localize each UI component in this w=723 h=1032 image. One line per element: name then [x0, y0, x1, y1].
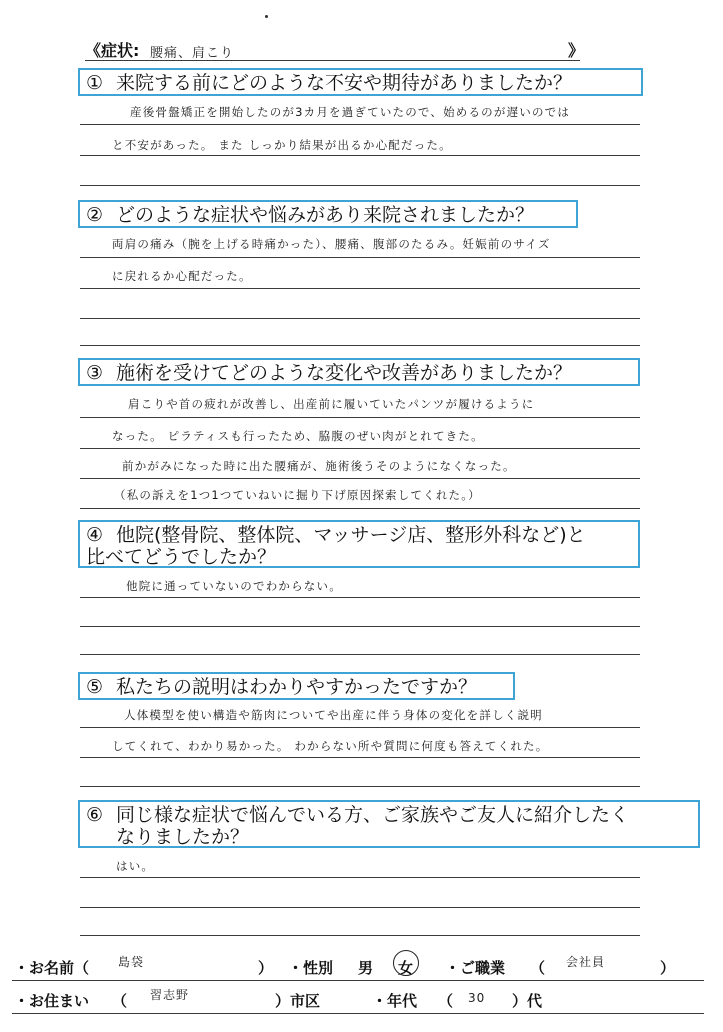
- question-4-text: 他院(整骨院、整体院、マッサージ店、整形外科など)と: [116, 524, 586, 546]
- answer-rule: [80, 935, 640, 936]
- address-label: ・お住まい: [14, 992, 90, 1010]
- question-1-number: ①: [86, 72, 104, 94]
- answer-rule: [80, 345, 640, 346]
- answer-rule: [80, 727, 640, 728]
- question-5-text: 私たちの説明はわかりやすかったですか？: [116, 676, 478, 698]
- question-6-box: [78, 800, 700, 848]
- answer-rule: [80, 786, 640, 787]
- question-3-text: 施術を受けてどのような変化や改善がありましたか？: [116, 362, 573, 384]
- name-value: 島袋: [118, 955, 145, 969]
- answer-4-line-1: 他院に通っていないのでわからない。: [126, 579, 342, 593]
- gender-male: 男: [358, 959, 374, 977]
- answer-rule: [80, 155, 640, 156]
- gender-selected-circle: [393, 950, 419, 976]
- answer-3-line-1: 肩こりや首の疲れが改善し、出産前に履いていたパンツが履けるように: [128, 397, 535, 411]
- answer-2-line-1: 両肩の痛み（腕を上げる時痛かった）、腰痛、腹部のたるみ。妊娠前のサイズ: [112, 237, 551, 251]
- question-6-text-line-2: なりましたか？: [116, 826, 250, 848]
- answer-2-line-2: に戻れるか心配だった。: [112, 269, 252, 283]
- job-close: ）: [660, 959, 676, 977]
- answer-rule: [80, 877, 640, 878]
- age-value: 30: [468, 991, 486, 1005]
- address-value: 習志野: [150, 988, 190, 1002]
- job-value: 会社員: [566, 955, 606, 969]
- answer-rule: [80, 907, 640, 908]
- question-4-number: ④: [86, 524, 104, 546]
- age-close: ）代: [512, 992, 543, 1010]
- job-open: （: [530, 959, 546, 977]
- answer-6-line-1: はい。: [116, 859, 155, 873]
- question-2-number: ②: [86, 204, 104, 226]
- symptom-close-bracket: 》: [568, 41, 585, 60]
- footer-rule: [12, 1013, 704, 1014]
- question-2-text: どのような症状や悩みがあり来院されましたか？: [116, 204, 535, 226]
- answer-1-line-1: 産後骨盤矯正を開始したのが3カ月を過ぎていたので、始めるのが遅いのでは: [130, 105, 571, 119]
- answer-rule: [80, 257, 640, 258]
- stray-mark: [265, 15, 268, 18]
- symptom-value: 腰痛、肩こり: [150, 46, 235, 61]
- gender-female: 女: [398, 959, 414, 977]
- answer-rule: [80, 478, 640, 479]
- answer-rule: [80, 288, 640, 289]
- answer-rule: [80, 448, 640, 449]
- question-5-number: ⑤: [86, 676, 104, 698]
- name-close: ）: [258, 959, 274, 977]
- answer-rule: [80, 124, 640, 125]
- age-label: ・年代: [372, 992, 418, 1010]
- address-open: （: [112, 992, 128, 1010]
- answer-rule: [80, 318, 640, 319]
- question-3-number: ③: [86, 362, 104, 384]
- answer-rule: [80, 508, 640, 509]
- answer-3-line-3: 前かがみになった時に出た腰痛が、施術後うそのようになくなった。: [122, 459, 516, 473]
- answer-3-line-2: なった。 ピラティスも行ったため、脇腹のぜい肉がとれてきた。: [112, 429, 484, 443]
- question-2-box: [78, 200, 578, 228]
- answer-5-line-2: してくれて、わかり易かった。 わからない所や質問に何度も答えてくれた。: [112, 739, 549, 753]
- question-1-text: 来院する前にどのような不安や期待がありましたか？: [116, 72, 573, 94]
- question-4-text-line-2: 比べてどうでしたか？: [86, 546, 277, 568]
- question-4-box: [78, 520, 640, 568]
- header-underline: [85, 60, 580, 61]
- question-5-box: [78, 672, 515, 700]
- name-label: ・お名前（: [14, 959, 90, 977]
- footer-rule: [12, 980, 704, 981]
- address-close: ）市区: [275, 992, 321, 1010]
- answer-3-line-4: （私の訴えを1つ1つていねいに掘り下げ原因探索してくれた。）: [114, 488, 481, 502]
- question-6-number: ⑥: [86, 804, 104, 826]
- answer-rule: [80, 626, 640, 627]
- question-6-text: 同じ様な症状で悩んでいる方、ご家族やご友人に紹介したく: [116, 804, 630, 826]
- answer-5-line-1: 人体模型を使い構造や筋肉についてや出産に伴う身体の変化を詳しく説明: [124, 708, 543, 722]
- answer-rule: [80, 654, 640, 655]
- answer-rule: [80, 417, 640, 418]
- gender-label: ・性別: [288, 959, 334, 977]
- answer-rule: [80, 597, 640, 598]
- answer-rule: [80, 185, 640, 186]
- symptom-label: 《症状:: [85, 41, 140, 60]
- question-1-box: [78, 68, 643, 96]
- job-label: ・ご職業: [445, 959, 506, 977]
- answer-rule: [80, 757, 640, 758]
- question-3-box: [78, 358, 640, 386]
- age-open: （: [438, 992, 454, 1010]
- answer-1-line-2: と不安があった。 また しっかり結果が出るか心配だった。: [112, 138, 452, 152]
